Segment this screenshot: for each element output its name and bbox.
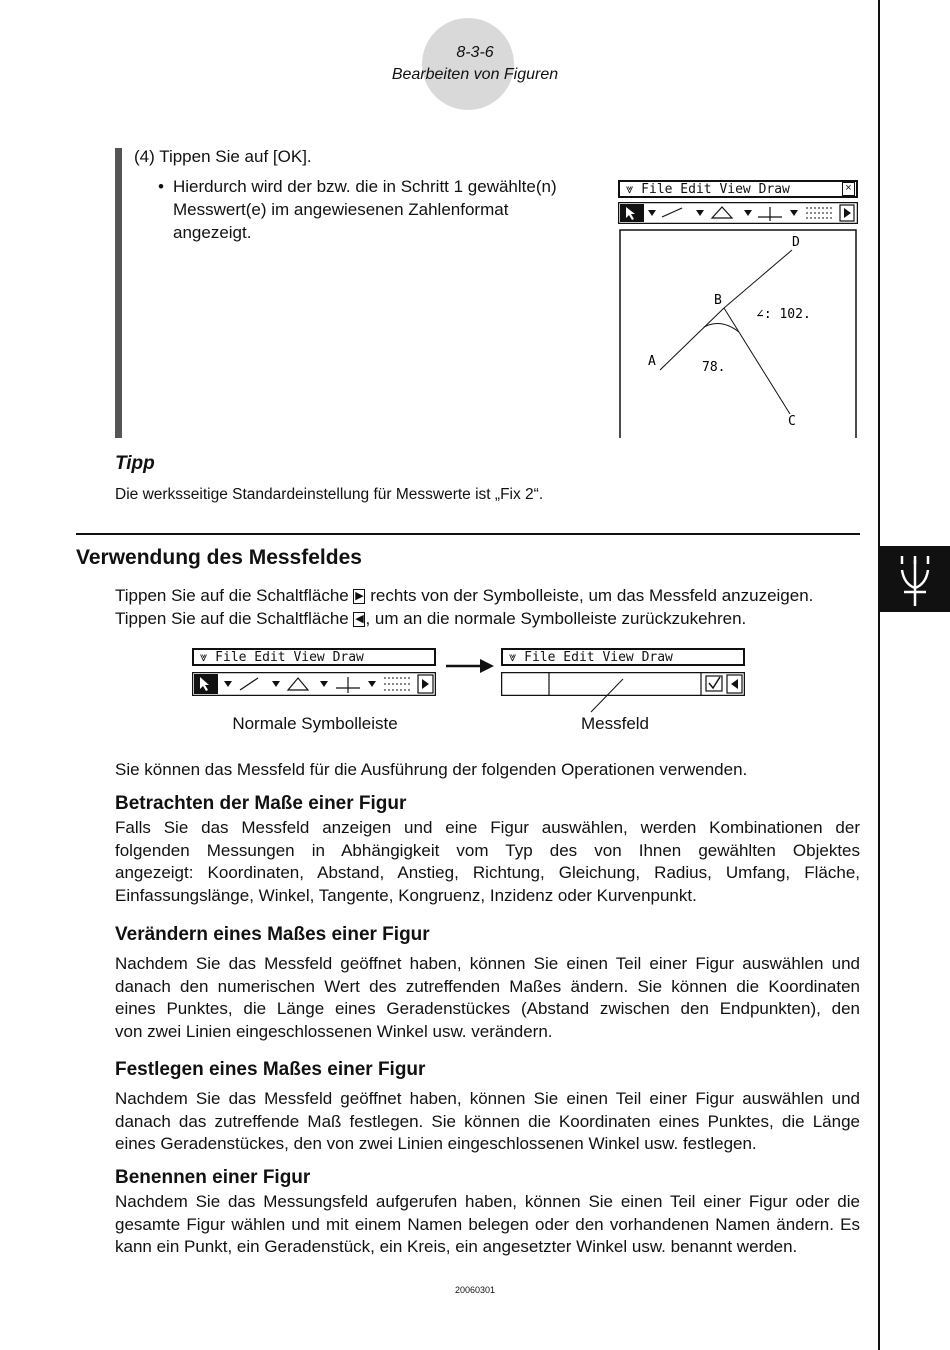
step-bar <box>115 148 122 438</box>
tip-text: Die werksseitige Standardeinstellung für Messwerte ist „Fix 2“. <box>115 486 544 503</box>
subsection-title: Verändern eines Maßes einer Figur <box>115 924 430 945</box>
measure-toolbar-menu <box>501 648 745 666</box>
subsection-title: Betrachten der Maße einer Figur <box>115 793 407 814</box>
margin-rule <box>878 0 880 1350</box>
uses-intro: Sie können das Messfeld für die Ausführung der folgenden Operationen verwenden. <box>115 760 748 779</box>
segment-bc <box>724 308 790 414</box>
subsection-body <box>115 1191 860 1259</box>
close-icon[interactable]: × <box>842 182 855 196</box>
arrow-right-icon <box>446 656 496 676</box>
intro-line-2-after: , um an die normale Symbolleiste zurückzukehren. <box>365 609 747 628</box>
bullet: • <box>158 177 164 196</box>
point-a-label: A <box>648 354 656 369</box>
section-header: Bearbeiten von Figuren <box>391 66 559 83</box>
header-circle <box>422 18 514 110</box>
geometry-drawing <box>618 228 858 438</box>
normal-toolbar-icons <box>192 672 436 696</box>
back-to-toolbar-button-icon: ◀ <box>355 613 364 626</box>
normal-toolbar-menu-text: File Edit View Draw <box>215 650 364 665</box>
step-label: (4) Tippen Sie auf [OK]. <box>134 147 312 166</box>
step-bullet-line-2: Messwert(e) im angewiesenen Zahlenformat <box>173 200 509 219</box>
body-line: Falls Sie das Messfeld anzeigen und eine Figur auswählen, werden Kombinationen der <box>115 818 860 837</box>
intro-line-2-before: Tippen Sie auf die Schaltfläche <box>115 609 349 628</box>
section-divider <box>76 533 860 535</box>
body-line: Nachdem Sie das Messfeld geöffnet haben, können Sie einen Teil einer Figur auswählen und <box>115 1089 860 1108</box>
tip-title: Tipp <box>115 453 155 474</box>
point-b-label: B <box>714 293 722 308</box>
normal-toolbar-illustration <box>192 648 436 698</box>
screen-menu-bar <box>618 180 858 198</box>
page-number: 8-3-6 <box>456 44 494 61</box>
step-bullet-line-1: Hierdurch wird der bzw. die in Schritt 1 gewählte(n) <box>173 177 557 196</box>
intro-line-1 <box>115 585 813 608</box>
normal-toolbar-menu <box>192 648 436 666</box>
body-line: danach den numerischen Wert des zutreffenden Maßes ändern. Sie können die Koordinaten <box>115 976 860 996</box>
callout-line <box>585 676 630 716</box>
screen-menu-text: File Edit View Draw <box>641 182 790 197</box>
body-line: von zwei Linien eingeschlossenen Winkel usw. verändern. <box>115 1022 553 1042</box>
body-line: gesamte Figur wählen und mit einem Namen belegen oder den vorhandenen Namen ändern. Es <box>115 1214 860 1234</box>
subsection-title: Benennen einer Figur <box>115 1167 311 1188</box>
intro-line-1-before: Tippen Sie auf die Schaltfläche <box>115 586 349 605</box>
step-bullet-line-3: angezeigt. <box>173 223 252 242</box>
footer-code: 20060301 <box>454 1285 496 1295</box>
screen-icon-toolbar <box>618 202 858 224</box>
subsection-body <box>115 953 860 1044</box>
body-line: kann ein Punkt, ein Geradenstück, ein Kreis, ein angesetzter Winkel usw. benannt werden. <box>115 1237 798 1257</box>
subsection-title: Festlegen eines Maßes einer Figur <box>115 1059 426 1080</box>
caption-measure-box: Messfeld <box>580 714 650 733</box>
subsection-body <box>115 817 860 908</box>
body-line: eines Geradenstückes, den von zwei Linien eingeschlossenen Winkel usw. festlegen. <box>115 1134 757 1154</box>
angle-readout: ∠: 102. <box>756 307 811 322</box>
screen-figure <box>618 178 858 438</box>
measure-toolbar-menu-text: File Edit View Draw <box>524 650 673 665</box>
caption-normal-toolbar: Normale Symbolleiste <box>232 714 398 733</box>
menu-chevron-icon: ⩔ <box>509 650 517 665</box>
body-line: folgenden Messungen in Abhängigkeit vom Typ des von Ihnen gewählten Objektes <box>115 840 860 860</box>
angle-label: 78. <box>702 360 726 375</box>
geometry-chapter-icon <box>880 546 950 612</box>
menu-chevron-icon: ⩔ <box>626 182 634 197</box>
body-line: Nachdem Sie das Messungsfeld aufgerufen haben, können Sie einen Teil einer Figur oder die <box>115 1192 860 1211</box>
menu-chevron-icon: ⩔ <box>200 650 208 665</box>
intro-line-1-after: rechts von der Symbolleiste, um das Messfeld anzuzeigen. <box>370 586 814 605</box>
body-line: Einfassungslänge, Winkel, Tangente, Kongruenz, Inzidenz oder Kurvenpunkt. <box>115 886 697 906</box>
body-line: Nachdem Sie das Messfeld geöffnet haben, können Sie einen Teil einer Figur auswählen und <box>115 954 860 973</box>
point-c-label: C <box>788 414 796 429</box>
body-line: angezeigt: Koordinaten, Abstand, Anstieg, Richtung, Gleichung, Radius, Umfang, Fläche, <box>115 863 860 883</box>
body-line: eines Punktes, die Länge eines Geradenstückes (Abstand zwischen den Endpunkten), den <box>115 999 860 1019</box>
subsection-body <box>115 1088 860 1156</box>
section-title: Verwendung des Messfeldes <box>76 546 362 569</box>
chapter-tab <box>880 546 950 612</box>
point-d-label: D <box>792 235 800 250</box>
intro-line-2 <box>115 608 746 631</box>
angle-arc <box>704 323 739 332</box>
show-measure-box-button-icon: ▶ <box>355 590 364 603</box>
segment-bd <box>724 250 792 308</box>
body-line: danach das zutreffende Maß festlegen. Sie können die Koordinaten eines Punktes, die Länge <box>115 1111 860 1131</box>
